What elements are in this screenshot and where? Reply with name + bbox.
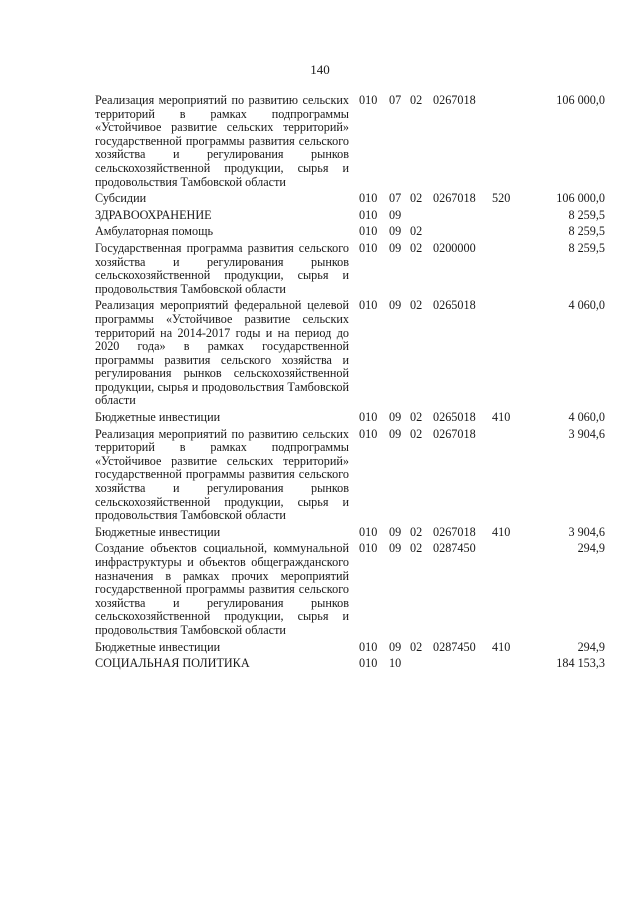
target-article-code: 0265018: [433, 298, 476, 313]
grbs-code: 010: [359, 224, 378, 239]
amount: 8 259,5: [568, 224, 605, 239]
grbs-code: 010: [359, 191, 378, 206]
amount: 294,9: [577, 541, 605, 556]
table-row: [95, 192, 615, 206]
target-article-code: 0267018: [433, 426, 476, 441]
section-code: 09: [389, 426, 402, 441]
subsection-code: 02: [410, 426, 423, 441]
table-row: [95, 299, 615, 408]
subsection-code: 02: [410, 410, 423, 425]
subsection-code: 02: [410, 541, 423, 556]
target-article-code: 0200000: [433, 240, 476, 255]
row-description: Субсидии: [95, 191, 147, 206]
subsection-code: 02: [410, 524, 423, 539]
amount: 106 000,0: [556, 93, 605, 107]
table-row: [95, 242, 615, 296]
grbs-code: 010: [359, 93, 378, 107]
section-code: 09: [389, 298, 402, 313]
table-row: [95, 526, 615, 540]
amount: 3 904,6: [568, 524, 605, 539]
row-description: Реализация мероприятий по развитию сельских территорий в рамках подпрограммы «Устойчивое развитие сельских территорий» государственной программы развития сельского хозяйства и регулирования рынков сельскохозяйственной продукции, сырья и продовольствия Тамбовской области: [95, 93, 349, 189]
target-article-code: 0267018: [433, 191, 476, 206]
subsection-code: 02: [410, 298, 423, 313]
table-row: [95, 542, 615, 637]
amount: 8 259,5: [568, 240, 605, 255]
table-row: [95, 428, 615, 523]
grbs-code: 010: [359, 541, 378, 556]
subsection-code: 02: [410, 224, 423, 239]
amount: 106 000,0: [556, 191, 605, 206]
row-description: Реализация мероприятий по развитию сельских территорий в рамках подпрограммы «Устойчивое развитие сельских территорий» государственной программы развития сельского хозяйства и регулирования рынков сельскохозяйственной продукции, сырья и продовольствия Тамбовской области: [95, 426, 349, 523]
grbs-code: 010: [359, 207, 378, 222]
grbs-code: 010: [359, 240, 378, 255]
amount: 184 153,3: [556, 656, 605, 671]
amount: 294,9: [577, 639, 605, 654]
amount: 4 060,0: [568, 410, 605, 425]
target-article-code: 0287450: [433, 541, 476, 556]
row-description: ЗДРАВООХРАНЕНИЕ: [95, 207, 212, 222]
section-code: 07: [389, 93, 402, 107]
table-row: [95, 209, 615, 223]
row-description: Создание объектов социальной, коммунальной инфраструктуры и объектов общегражданского назначения в рамках прочих мероприятий государственной программы развития сельского хозяйства и регулирования рынков сельскохозяйственной продукции, сырья и продовольствия Тамбовской области: [95, 541, 349, 637]
amount: 4 060,0: [568, 298, 605, 313]
expense-type-code: 520: [492, 191, 511, 206]
target-article-code: 0267018: [433, 93, 476, 107]
row-description: Амбулаторная помощь: [95, 224, 214, 239]
table-row: [95, 657, 615, 671]
target-article-code: 0267018: [433, 524, 476, 539]
target-article-code: 0287450: [433, 639, 476, 654]
section-code: 10: [389, 656, 402, 671]
section-code: 09: [389, 224, 402, 239]
subsection-code: 02: [410, 93, 423, 107]
grbs-code: 010: [359, 298, 378, 313]
grbs-code: 010: [359, 639, 378, 654]
grbs-code: 010: [359, 410, 378, 425]
row-description: Реализация мероприятий федеральной целевой программы «Устойчивое развитие сельских территорий на 2014-2017 годы и на период до 2020 года» в рамках государственной программы развития сельского хозяйства и регулирования рынков сельскохозяйственной продукции, сырья и продовольствия Тамбовской области: [95, 298, 349, 408]
row-description: Бюджетные инвестиции: [95, 410, 221, 425]
subsection-code: 02: [410, 191, 423, 206]
section-code: 09: [389, 207, 402, 222]
row-description: Бюджетные инвестиции: [95, 524, 221, 539]
section-code: 09: [389, 541, 402, 556]
section-code: 09: [389, 639, 402, 654]
row-description: СОЦИАЛЬНАЯ ПОЛИТИКА: [95, 656, 250, 671]
section-code: 07: [389, 191, 402, 206]
budget-table: [95, 94, 615, 674]
amount: 8 259,5: [568, 207, 605, 222]
table-row: [95, 641, 615, 655]
page-number: 140: [310, 62, 330, 77]
row-description: Бюджетные инвестиции: [95, 639, 221, 654]
target-article-code: 0265018: [433, 410, 476, 425]
section-code: 09: [389, 240, 402, 255]
grbs-code: 010: [359, 524, 378, 539]
subsection-code: 02: [410, 639, 423, 654]
grbs-code: 010: [359, 426, 378, 441]
expense-type-code: 410: [492, 639, 511, 654]
section-code: 09: [389, 410, 402, 425]
table-row: [95, 411, 615, 425]
table-row: [95, 94, 615, 189]
grbs-code: 010: [359, 656, 378, 671]
section-code: 09: [389, 524, 402, 539]
subsection-code: 02: [410, 240, 423, 255]
expense-type-code: 410: [492, 524, 511, 539]
table-row: [95, 225, 615, 239]
expense-type-code: 410: [492, 410, 511, 425]
amount: 3 904,6: [568, 426, 605, 441]
row-description: Государственная программа развития сельского хозяйства и регулирования рынков сельскохозяйственной продукции, сырья и продовольствия Тамбовской области: [95, 240, 349, 296]
